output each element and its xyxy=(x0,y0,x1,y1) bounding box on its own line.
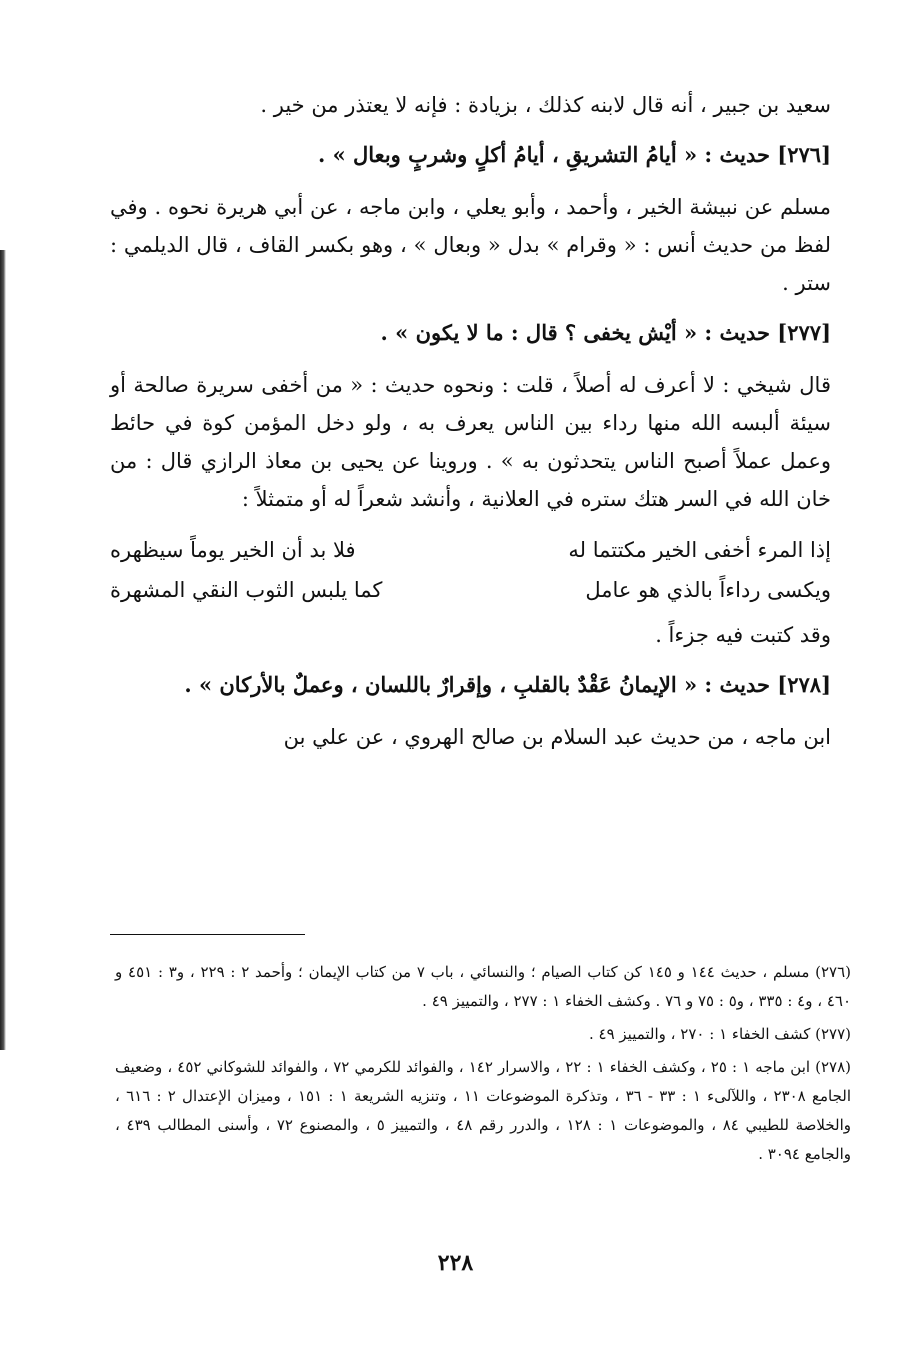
hadith-278-heading: [٢٧٨] حديث : « الإيمانُ عَقْدٌ بالقلبِ ، وإقرارٌ باللسان ، وعملٌ بالأركان » . xyxy=(184,672,831,697)
poem xyxy=(110,530,831,610)
footnote-277: (٢٧٧) كشف الخفاء ١ : ٢٧٠ ، والتمييز ٤٩ . xyxy=(588,1025,851,1043)
paragraph-hadith-278: ابن ماجه ، من حديث عبد السلام بن صالح الهروي ، عن علي بن xyxy=(283,725,831,749)
poem-verse xyxy=(110,530,831,570)
footnotes xyxy=(115,958,851,1173)
paragraph-note: وقد كتبت فيه جزءاً . xyxy=(655,623,831,647)
footnote-276: (٢٧٦) مسلم ، حديث ١٤٤ و ١٤٥ كن كتاب الصيام ؛ والنسائي ، باب ٧ من كتاب الإيمان ؛ وأحمد ٢ : ٢٢٩ ، و٣ : ٤٥١ و ٤٦٠ ، و٤ : ٣٣٥ ، و٥ : ٧٥ و ٧٦ . وكشف الخفاء ١ : ٢٧٧ ، والتمييز ٤٩ . xyxy=(115,963,852,1010)
page-number: ٢٢٨ xyxy=(437,1250,474,1276)
hadith-277-heading: [٢٧٧] حديث : « أيْش يخفى ؟ قال : ما لا يكون » . xyxy=(380,320,831,345)
paragraph-continuation: سعيد بن جبير ، أنه قال لابنه كذلك ، بزيادة : فإنه لا يعتذر من خير . xyxy=(260,93,831,117)
footnote-278: (٢٧٨) ابن ماجه ١ : ٢٥ ، وكشف الخفاء ١ : ٢٢ ، والاسرار ١٤٢ ، والفوائد للكرمي ٧٢ ، والفوائد للشوكاني ٤٥٢ ، وضعيف الجامع ٢٣٠٨ ، واللآلىء ١ : ٣٣ - ٣٦ ، وتذكرة الموضوعات ١١ ، وتنزيه الشريعة ١ : ١٥١ ، وميزان الإعتدال ٢ : ٦١٦ ، والخلاصة للطيبي ٨٤ ، والموضوعات ١ : ١٢٨ ، والدرر رقم ٤٨ ، والتمييز ٥ ، والمصنوع ٧٢ ، وأسنى المطالب ٤٣٩ ، والجامع ٣٠٩٤ . xyxy=(115,1058,852,1163)
hadith-276-heading: [٢٧٦] حديث : « أيامُ التشريقِ ، أيامُ أكلٍ وشربٍ وبعال » . xyxy=(317,142,831,167)
scan-binding-edge xyxy=(0,250,6,1050)
verse-second-hemistich: كما يلبس الثوب النقي المشهرة xyxy=(110,578,383,602)
footnote-separator xyxy=(110,934,305,935)
verse-second-hemistich: فلا بد أن الخير يوماً سيظهره xyxy=(110,538,356,562)
verse-first-hemistich: ويكسى رداءاً بالذي هو عامل xyxy=(585,578,831,602)
poem-verse xyxy=(110,570,831,610)
verse-first-hemistich: إذا المرء أخفى الخير مكتتما له xyxy=(568,538,831,562)
paragraph-hadith-276: مسلم عن نبيشة الخير ، وأحمد ، وأبو يعلي ، وابن ماجه ، عن أبي هريرة نحوه . وفي لفظ من حديث أنس : « وقرام » بدل « وبعال » ، وهو بكسر القاف ، قال الديلمي : ستر . xyxy=(110,195,831,295)
paragraph-hadith-277: قال شيخي : لا أعرف له أصلاً ، قلت : ونحوه حديث : « من أخفى سريرة صالحة أو سيئة ألبسه الله منها رداء بين الناس يعرف به ، ولو دخل المؤمن كوة في حائط وعمل عملاً أصبح الناس يتحدثون به » . وروينا عن يحيى بن معاذ الرازي قال : من خان الله في السر هتك ستره في العلانية ، وأنشد شعراً له أو متمثلاً : xyxy=(110,373,831,511)
main-text xyxy=(110,86,831,768)
